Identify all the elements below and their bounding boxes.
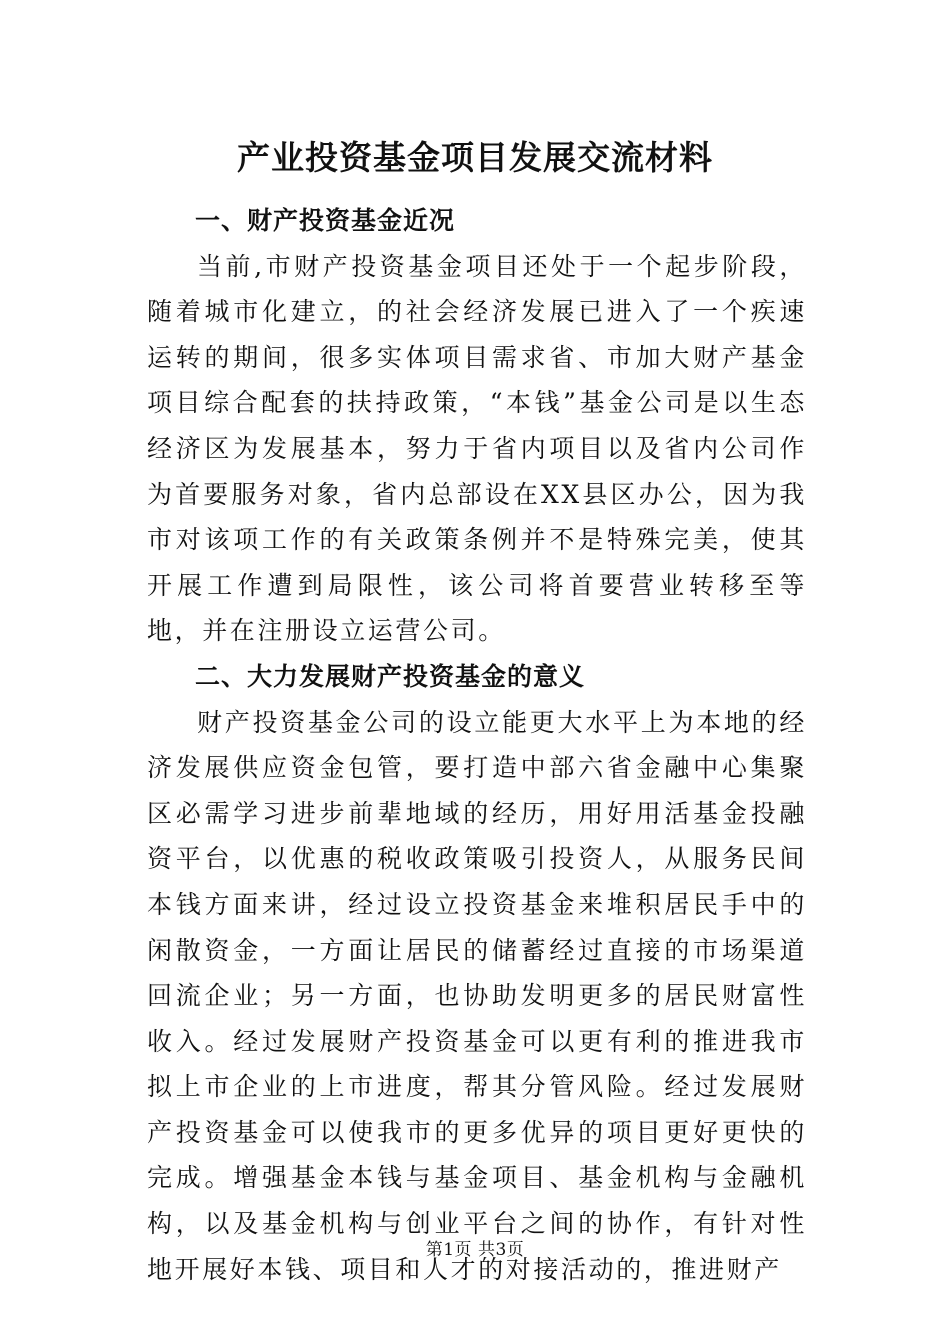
section-heading-1: 一、财产投资基金近况 — [195, 206, 456, 235]
page-number-footer: 第1页 共3页 — [425, 1240, 525, 1260]
document-body — [147, 198, 807, 1292]
section-paragraph-1: 当前,市财产投资基金项目还处于一个起步阶段，随着城市化建立，的社会经济发展已进入了一个疾速运转的期间，很多实体项目需求省、市加大财产基金项目综合配套的扶持政策，“本钱”基金公司是以生态经济区为发展基本，努力于省内项目以及省内公司作为首要服务对象，省内总部设在XX县区办公，因为我市对该项工作的有关政策条例并不是特殊完美，使其开展工作遭到局限性，该公司将首要营业转移至等地，并在注册设立运营公司。 — [147, 251, 807, 646]
document-title: 产业投资基金项目发展交流材料 — [237, 138, 713, 177]
section-paragraph-2: 财产投资基金公司的设立能更大水平上为本地的经济发展供应资金包管，要打造中部六省金融中心集聚区必需学习进步前辈地域的经历，用好用活基金投融资平台，以优惠的税收政策吸引投资人，从服务民间本钱方面来讲，经过设立投资基金来堆积居民手中的闲散资金，一方面让居民的储蓄经过直接的市场渠道回流企业；另一方面，也协助发明更多的居民财富性收入。经过发展财产投资基金可以更有利的推进我市拟上市企业的上市进度，帮其分管风险。经过发展财产投资基金可以使我市的更多优异的项目更好更快的完成。增强基金本钱与基金项目、基金机构与金融机构，以及基金机构与创业平台之间的协作，有针对性地开展好本钱、项目和人才的对接活动的，推进财产 — [147, 707, 807, 1284]
section-heading-2: 二、大力发展财产投资基金的意义 — [195, 661, 586, 691]
